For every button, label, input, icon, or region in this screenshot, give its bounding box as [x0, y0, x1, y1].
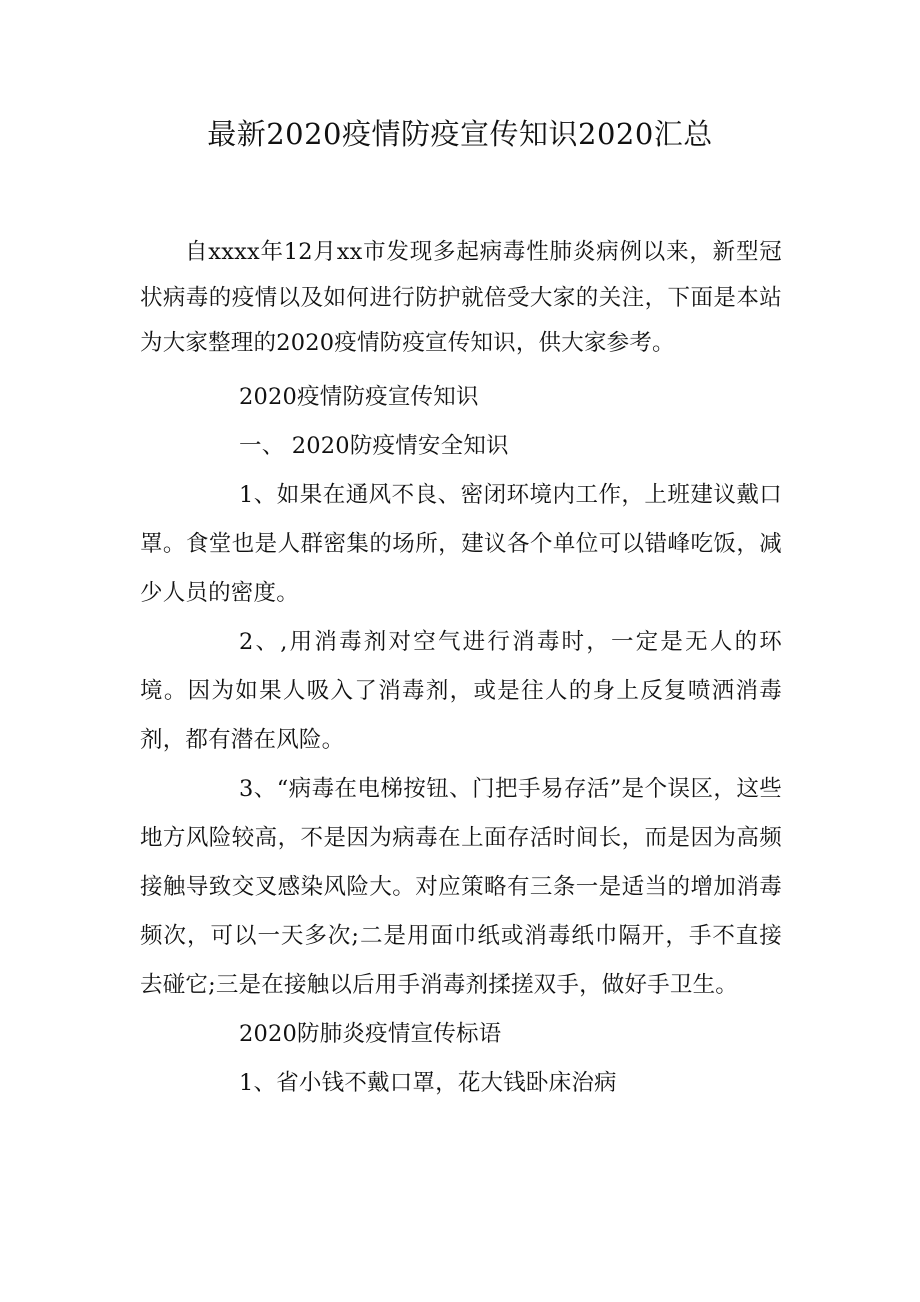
knowledge-item-3: 3、“病毒在电梯按钮、门把手易存活”是个误区，这些地方风险较高，不是因为病毒在上面存活时间长，而是因为高频接触导致交叉感染风险大。对应策略有三条一是适当的增加消毒频次，可以一天多次;二是用面巾纸或消毒纸巾隔开，手不直接去碰它;三是在接触以后用手消毒剂揉搓双手，做好手卫生。 [140, 775, 782, 998]
document-body [140, 230, 782, 1108]
slogan-item-1: 1、省小钱不戴口罩，花大钱卧床治病 [239, 1069, 617, 1096]
section-title: 2020疫情防疫宣传知识 [239, 383, 479, 410]
intro-paragraph: 自xxxx年12月xx市发现多起病毒性肺炎病例以来，新型冠状病毒的疫情以及如何进行防护就倍受大家的关注，下面是本站为大家整理的2020疫情防疫宣传知识，供大家参考。 [140, 239, 782, 356]
knowledge-item-1: 1、如果在通风不良、密闭环境内工作，上班建议戴口罩。食堂也是人群密集的场所，建议各个单位可以错峰吃饭，减少人员的密度。 [140, 481, 782, 606]
document-title: 最新2020疫情防疫宣传知识2020汇总 [207, 117, 713, 151]
knowledge-item-2: 2、,用消毒剂对空气进行消毒时，一定是无人的环境。因为如果人吸入了消毒剂，或是往人的身上反复喷洒消毒剂，都有潜在风险。 [140, 628, 782, 753]
subsection-title: 一、 2020防疫情安全知识 [239, 432, 509, 459]
slogan-title: 2020防肺炎疫情宣传标语 [239, 1020, 502, 1047]
